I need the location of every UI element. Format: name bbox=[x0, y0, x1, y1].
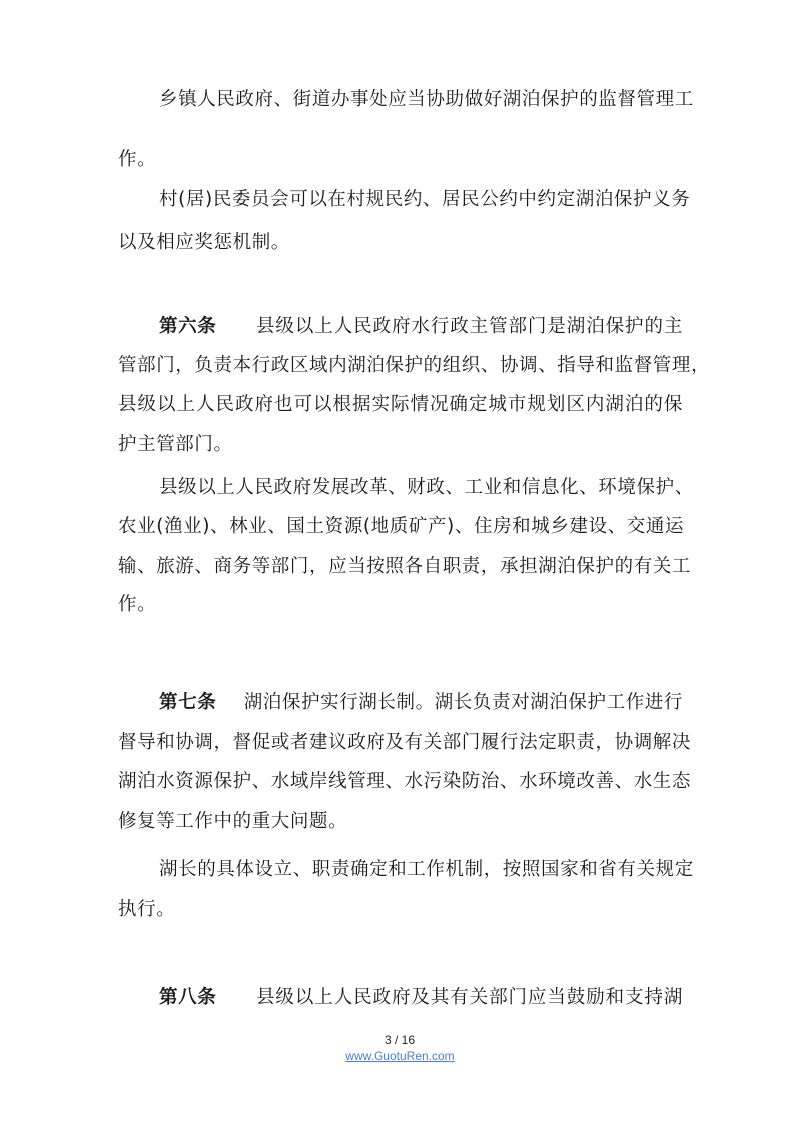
footer-link-container bbox=[0, 1049, 800, 1063]
article-heading-line bbox=[118, 312, 683, 342]
paragraph-line: 县级以上人民政府发展改革、财政、工业和信息化、环境保护、 bbox=[159, 477, 694, 498]
paragraph-line: 作。 bbox=[118, 594, 157, 615]
article-text: 县级以上人民政府及其有关部门应当鼓励和支持湖 bbox=[256, 987, 683, 1008]
article-label: 第八条 bbox=[159, 987, 217, 1008]
article-heading-line bbox=[118, 688, 683, 718]
paragraph-line: 湖泊水资源保护、水域岸线管理、水污染防治、水环境改善、水生态 bbox=[118, 771, 692, 792]
paragraph-line: 乡镇人民政府、街道办事处应当协助做好湖泊保护的监督管理工 bbox=[159, 89, 694, 110]
paragraph-line: 农业(渔业)、林业、国土资源(地质矿产)、住房和城乡建设、交通运 bbox=[118, 516, 685, 537]
paragraph-line: 以及相应奖惩机制。 bbox=[118, 232, 290, 253]
article-label: 第六条 bbox=[159, 316, 217, 337]
paragraph-line: 执行。 bbox=[118, 899, 176, 920]
article-text: 湖泊保护实行湖长制。湖长负责对湖泊保护工作进行 bbox=[243, 692, 683, 713]
article-heading-line bbox=[118, 983, 683, 1013]
paragraph-line: 输、旅游、商务等部门，应当按照各自职责，承担湖泊保护的有关工 bbox=[118, 556, 692, 577]
paragraph-line: 村(居)民委员会可以在村规民约、居民公约中约定湖泊保护义务 bbox=[159, 189, 691, 210]
paragraph-line: 护主管部门。 bbox=[118, 434, 233, 455]
paragraph-line: 督导和协调，督促或者建议政府及有关部门履行法定职责，协调解决 bbox=[118, 732, 692, 753]
article-text: 县级以上人民政府水行政主管部门是湖泊保护的主 bbox=[256, 316, 683, 337]
paragraph-line: 作。 bbox=[118, 149, 157, 170]
website-link[interactable]: www.GuotuRen.com bbox=[345, 1049, 455, 1063]
paragraph-line: 湖长的具体设立、职责确定和工作机制，按照国家和省有关规定 bbox=[159, 859, 694, 880]
article-label: 第七条 bbox=[159, 692, 217, 713]
paragraph-line: 管部门，负责本行政区域内湖泊保护的组织、协调、指导和监督管理， bbox=[118, 355, 711, 376]
page-indicator: 3 / 16 bbox=[384, 1033, 416, 1047]
paragraph-line: 修复等工作中的重大问题。 bbox=[118, 811, 348, 832]
paragraph-line: 县级以上人民政府也可以根据实际情况确定城市规划区内湖泊的保 bbox=[118, 394, 683, 415]
